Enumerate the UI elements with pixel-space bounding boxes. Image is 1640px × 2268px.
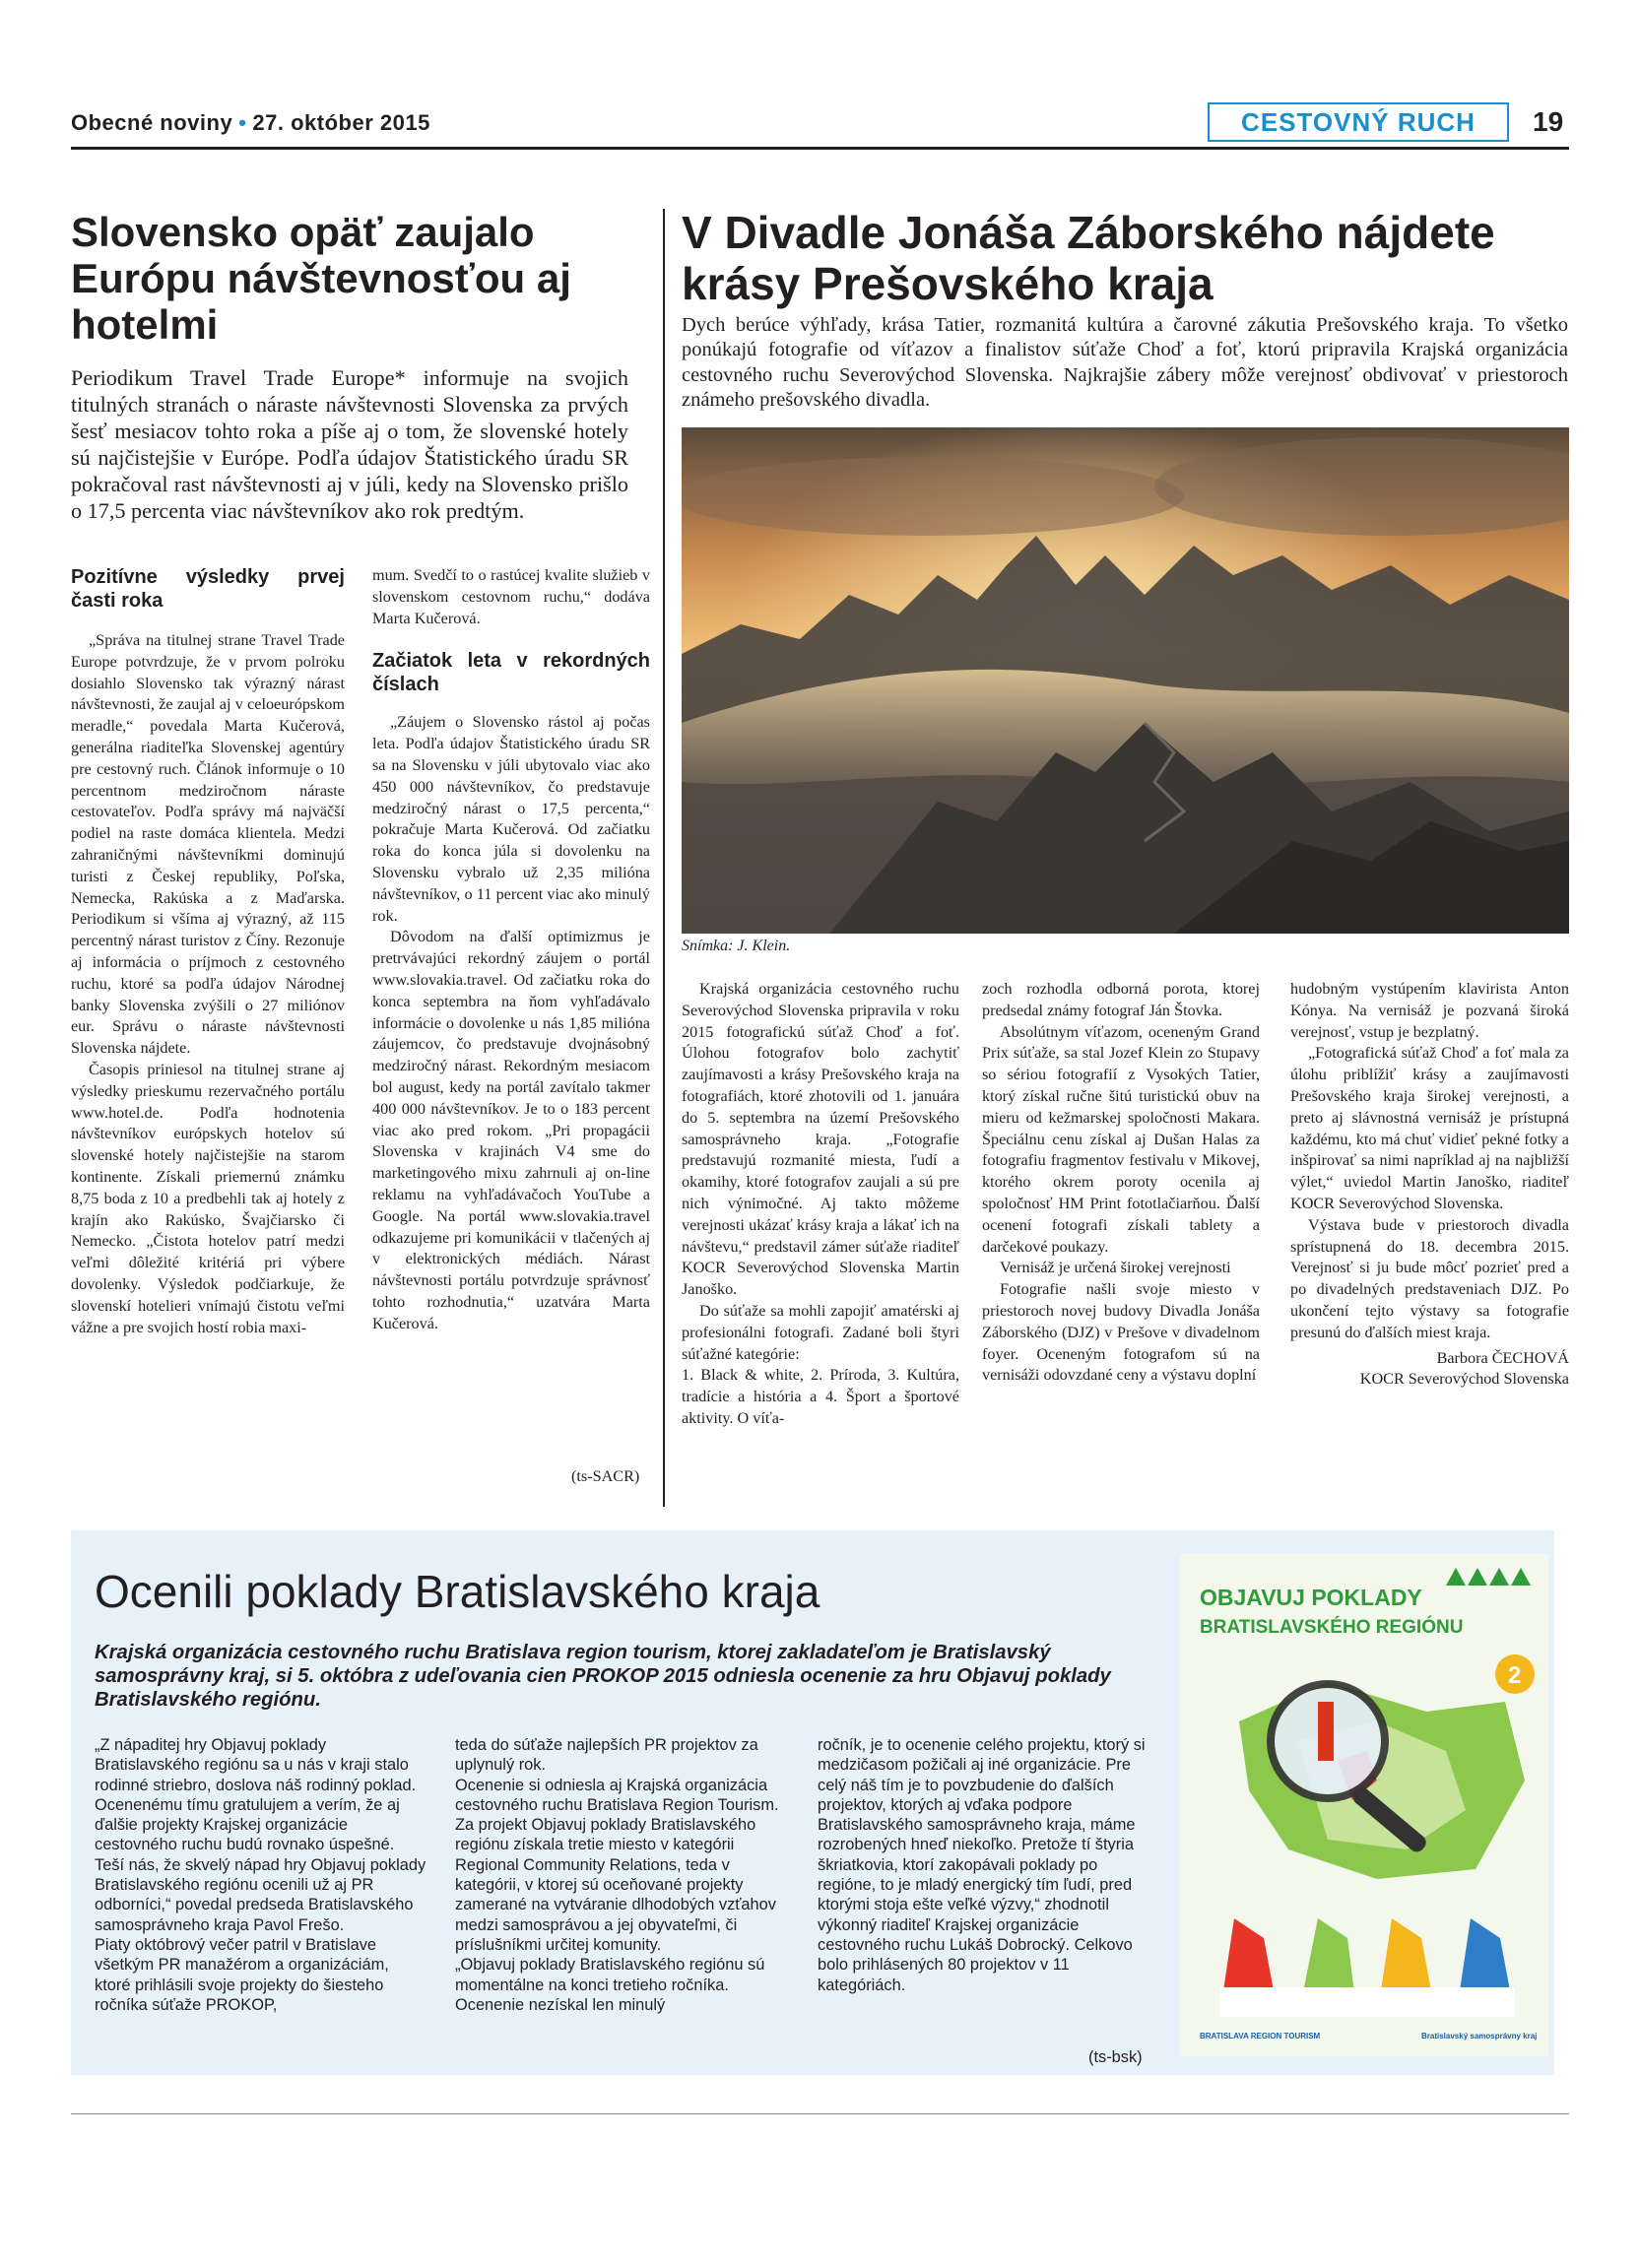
box-paragraph: „Objavuj poklady Bratislavského regiónu sú momentálne na konci tretieho ročníka. Ocenenie nezískal len minulý: [455, 1956, 765, 2014]
article1-paragraph: mum. Svedčí to o rastúcej kvalite služieb v slovenskom cestovnom ruchu,“ dodáva Marta Kučerová.: [372, 566, 650, 627]
article1-lead: Periodikum Travel Trade Europe* informuje na svojich titulných stranách o náraste návštevnosti Slovenska za prvých šesť mesiacov tohto roka a píše aj o tom, že slovenské hotely sú najčistejšie v Európe. Podľa údajov Štatistického úradu SR pokračoval rast návštevnosti aj v júli, kedy na Slovensko prišlo o 17,5 percenta viac návštevníkov ako rok predtým.: [71, 365, 628, 523]
box-paragraph: Ocenenie si odniesla aj Krajská organizácia cestovného ruchu Bratislava Region Tourism. Za projekt Objavuj poklady Bratislavského regiónu získala tretie miesto v kategórii Regional Community Relations, teda v kategórii, v ktorej sú oceňované projekty zamerané na vytváranie dlhodobých vzťahov medzi samosprávou a jej obyvateľmi, či príslušníkmi určitej komunity.: [455, 1776, 779, 1954]
article1-paragraph: Časopis priniesol na titulnej strane aj výsledky prieskumu rezervačného portálu www.hotel.de. Podľa hodnotenia návštevníkov európskych hotelov sú slovenské hotely najčistejšie na starom kontinente. Získali priemernú známku 8,75 boda z 10 a predbehli tak aj hotely z krajín ako Rakúsko, Švajčiarsko či Nemecko. „Čistota hotelov patrí medzi veľmi dôležité kritériá pri výbere dovolenky. Výsledok podčiarkuje, že slovenskí hotelieri vnímajú čistotu veľmi vážne a pre svojich hostí robia maxi-: [71, 1060, 345, 1336]
article2-paragraph: „Fotografická súťaž Choď a foť mala za úlohu priblížiť krásy a zaujímavosti Prešovského kraja širokej verejnosti, a preto aj slávnostná vernisáž je prístupná každému, kto má chuť vidieť pekné fotky a inšpirovať sa nimi napríklad aj na najbližší výlet,“ uviedol Martin Janoško, riaditeľ KOCR Severovýchod Slovenska.: [1290, 1044, 1569, 1212]
article2-lead: Dych berúce výhľady, krása Tatier, rozmanitá kultúra a čarovné zákutia Prešovského kraja. To všetko ponúkajú fotografie od víťazov a finalistov súťaže Choď a foť, ktorú pripravila Krajská organizácia cestovného ruchu Severovýchod Slovenska. Najkrajšie zábery môže verejnosť obdivovať v priestoroch známeho prešovského divadla.: [682, 314, 1568, 411]
box-column-2: [455, 1735, 788, 2015]
header-rule: [71, 147, 1569, 150]
article2-paragraph: 1. Black & white, 2. Príroda, 3. Kultúra, tradície a história a 4. Šport a športové aktivity. O víťa-: [682, 1366, 959, 1427]
article2-signature-org: KOCR Severovýchod Slovenska: [1359, 1370, 1569, 1389]
page-header-left: [71, 110, 430, 136]
article2-signature-name: Barbora ČECHOVÁ: [1436, 1348, 1569, 1367]
separator-dot: •: [238, 110, 247, 135]
article2-headline: V Divadle Jonáša Záborského nájdete krásy Prešovského kraja: [682, 207, 1495, 309]
article2-paragraph: Vernisáž je určená širokej verejnosti: [1000, 1259, 1231, 1277]
poster-heading-2: BRATISLAVSKÉHO REGIÓNU: [1200, 1617, 1464, 1638]
box-signature: (ts-bsk): [1088, 2048, 1143, 2066]
column-divider: [663, 209, 665, 1507]
article1-column-1: [71, 565, 345, 1338]
article2-paragraph: Výstava bude v priestoroch divadla sprístupnená do 18. decembra 2015. Verejnosť si ju bude môcť pozrieť pred a po divadelných predstaveniach DJZ. Po ukončení tejto výstavy sa fotografie presunú do ďalších miest kraja.: [1290, 1215, 1569, 1341]
poster-badge-number: 2: [1508, 1662, 1522, 1689]
poster-logo-left: BRATISLAVA REGION TOURISM: [1200, 2032, 1321, 2041]
article2-paragraph: Krajská organizácia cestovného ruchu Severovýchod Slovenska pripravila v roku 2015 fotografickú súťaž Choď a foť. Úlohou fotografov bolo zachytiť zaujímavosti a krásy Prešovského kraja na fotografiách, ktoré zhotovili od 1. januára do 5. septembra na území Prešovského samosprávneho kraja. „Fotografie predstavujú rozmanité miesta, ľudí a okamihy, ktoré fotografov zaujali a sú pre nich výnimočné. Aj takto môžeme verejnosti ukázať krásy kraja a lákať ich na návštevu,“ predstavil zámer súťaže riaditeľ KOCR Severovýchod Slovenska Martin Janoško.: [682, 980, 959, 1299]
box-paragraph: „Z nápaditej hry Objavuj poklady Bratislavského regiónu sa u nás v kraji stalo rodinné striebro, doslova náš rodinný poklad. Ocenenému tímu gratulujem a verím, že aj ďalšie projekty Krajskej organizácie cestovného ruchu budú rovnako úspešné. Teší nás, že skvelý nápad hry Objavuj poklady Bratislavského regiónu ocenili už aj PR odborníci,“ povedal predseda Bratislavského samosprávneho kraja Pavol Frešo.: [95, 1736, 426, 1934]
tatra-mountains-photo: [682, 427, 1569, 934]
article2-column-3: [1290, 979, 1569, 1391]
section-label: CESTOVNÝ RUCH: [1208, 102, 1509, 142]
box-lead: Krajská organizácia cestovného ruchu Bratislava region tourism, ktorej zakladateľom je Bratislavský samosprávny kraj, si 5. októbra z udeľovania cien PROKOP 2015 odniesla ocenenie za hru Objavuj poklady Bratislavského regiónu.: [95, 1642, 1111, 1711]
article1-paragraph: Dôvodom na ďalší optimizmus je pretrvávajúci rekordný záujem o portál www.slovakia.travel. Od začiatku roka do konca septembra na ňom vyhľadávalo informácie o dovolenke u nás 1,85 milióna záujemcov, čo predstavuje dvojnásobný medziročný nárast. Rekordným mesiacom bol august, kedy na portál zavítalo takmer 400 000 návštevníkov. Je to o 183 percent viac ako pred rokom. „Pri propagácii Slovenska v krajinách V4 sme do marketingového mixu zahrnuli aj on-line reklamu na vyhľadávačoch YouTube a Google. Na portál www.slovakia.travel odkazujeme pri komunikácii v tlačených aj v elektronických médiách. Nárast návštevnosti portálu potvrdzuje správnosť tohto rozhodnutia,“ uzatvára Marta Kučerová.: [372, 928, 650, 1332]
article1-subhead-1: Pozitívne výsledky prvej časti roka: [71, 566, 345, 612]
bottom-rule: [71, 2113, 1569, 2114]
box-column-3: [818, 1735, 1157, 1995]
article1-column-2: [372, 565, 650, 1335]
article1-headline: Slovensko opäť zaujalo Európu návštevnosťou aj hotelmi: [71, 209, 571, 348]
article1-paragraph: „Záujem o Slovensko rástol aj počas leta. Podľa údajov Štatistického úradu SR sa na Slovensku v júli ubytovalo viac ako 450 000 návštevníkov, čo predstavuje medziročný nárast o 17,5 percenta,“ pokračuje Marta Kučerová. Od začiatku roka do konca júla si dovolenku na Slovensku vybralo už 2,35 milióna návštevníkov, o 11 percent viac ako minulý rok.: [372, 713, 650, 925]
box-column-1: [95, 1735, 427, 2015]
poster-heading-1: OBJAVUJ POKLADY: [1200, 1585, 1422, 1610]
game-poster-graphic: [1180, 1554, 1548, 2056]
article1-paragraph: „Správa na titulnej strane Travel Trade Europe potvrdzuje, že v prvom polroku dosiahlo Slovensko tak výrazný nárast návštevnosti, že zaujal aj v celoeurópskom meradle,“ povedala Marta Kučerová, generálna riaditeľka Slovenskej agentúry pre cestovný ruch. Článok informuje o 10 percentnom medziročnom náraste cestovateľov. Podľa správy má najväčší podiel na raste domáca klientela. Medzi zahraničnými návštevníkmi dominujú turisti z Českej republiky, Poľska, Nemecka, Rakúska a z Maďarska. Periodikum si všíma aj výrazný, až 115 percentný nárast turistov z Číny. Rezonuje aj informácia o príjmoch z cestovného ruchu, ktoré sa podľa údajov Národnej banky Slovenska zvýšili o 27 miliónov eur. Správu o náraste návštevnosti Slovenska nájdete.: [71, 631, 345, 1058]
box-paragraph: teda do súťaže najlepších PR projektov za uplynulý rok.: [455, 1736, 758, 1775]
article2-column-1: [682, 979, 959, 1430]
article2-column-2: [982, 979, 1260, 1387]
article2-paragraph: Do súťaže sa mohli zapojiť amatérski aj profesionálni fotografi. Zadané boli štyri súťažné kategórie:: [682, 1301, 959, 1363]
article2-paragraph: Absolútnym víťazom, oceneným Grand Prix súťaže, sa stal Jozef Klein zo Stupavy so sériou fotografií z Vysokých Tatier, ktorý získal ručne šitú turistickú obuv na mieru od kežmarskej spoločnosti Makara. Špeciálnu cenu získal aj Dušan Halas za fotografiu fragmentov festivalu v Mikovej, ktorého okrem poroty ocenila aj spoločnosť HM Print fototlačiarňou. Ďalší ocenení fotografi získali tablety a darčekové poukazy.: [982, 1022, 1260, 1256]
box-headline: Ocenili poklady Bratislavského kraja: [95, 1566, 820, 1617]
mountain-landscape-image: [682, 427, 1569, 934]
article2-paragraph: hudobným vystúpením klavirista Anton Kónya. Na vernisáž je pozvaná široká verejnosť, vstup je bezplatný.: [1290, 980, 1569, 1041]
article1-signature: (ts-SACR): [571, 1467, 640, 1485]
box-paragraph: Piaty októbrový večer patril v Bratislave všetkým PR manažérom a organizáciám, ktoré prihlásili svoje projekty do šiesteho ročníka súťaže PROKOP,: [95, 1935, 389, 2014]
page-number: 19: [1533, 106, 1564, 137]
publication-name: Obecné noviny: [71, 110, 233, 135]
issue-date: 27. október 2015: [252, 110, 430, 135]
article1-subhead-2: Začiatok leta v rekordných číslach: [372, 650, 650, 696]
photo-caption: Snímka: J. Klein.: [682, 938, 791, 954]
article2-paragraph: zoch rozhodla odborná porota, ktorej predsedal známy fotograf Ján Štovka.: [982, 980, 1260, 1019]
box-paragraph: ročník, je to ocenenie celého projektu, ktorý si medzičasom požičali aj iné organizácie. Pre celý náš tím je to povzbudenie do ďalších projektov, ktorých aj vďaka podpore Bratislavského samosprávneho kraja, máme rozrobených hneď niekoľko. Pretože tí štyria škriatkovia, ktorí zakopávali poklady po regióne, to je mladý energický tím ľudí, pred ktorými stoja ešte veľké výzvy,“ zhodnotil výkonný riaditeľ Krajskej organizácie cestovného ruchu Lukáš Dobrocký. Celkovo bolo prihlásených 80 projektov v 11 kategóriách.: [818, 1736, 1146, 1994]
poster-logo-right: Bratislavský samosprávny kraj: [1421, 2032, 1538, 2041]
article2-paragraph: Fotografie našli svoje miesto v priestoroch novej budovy Divadla Jonáša Záborského (DJZ) v Prešove v divadelnom foyer. Oceneným fotografom sú na vernisáži odovzdané ceny a výstavu doplní: [982, 1280, 1260, 1385]
game-poster: [1180, 1554, 1548, 2056]
